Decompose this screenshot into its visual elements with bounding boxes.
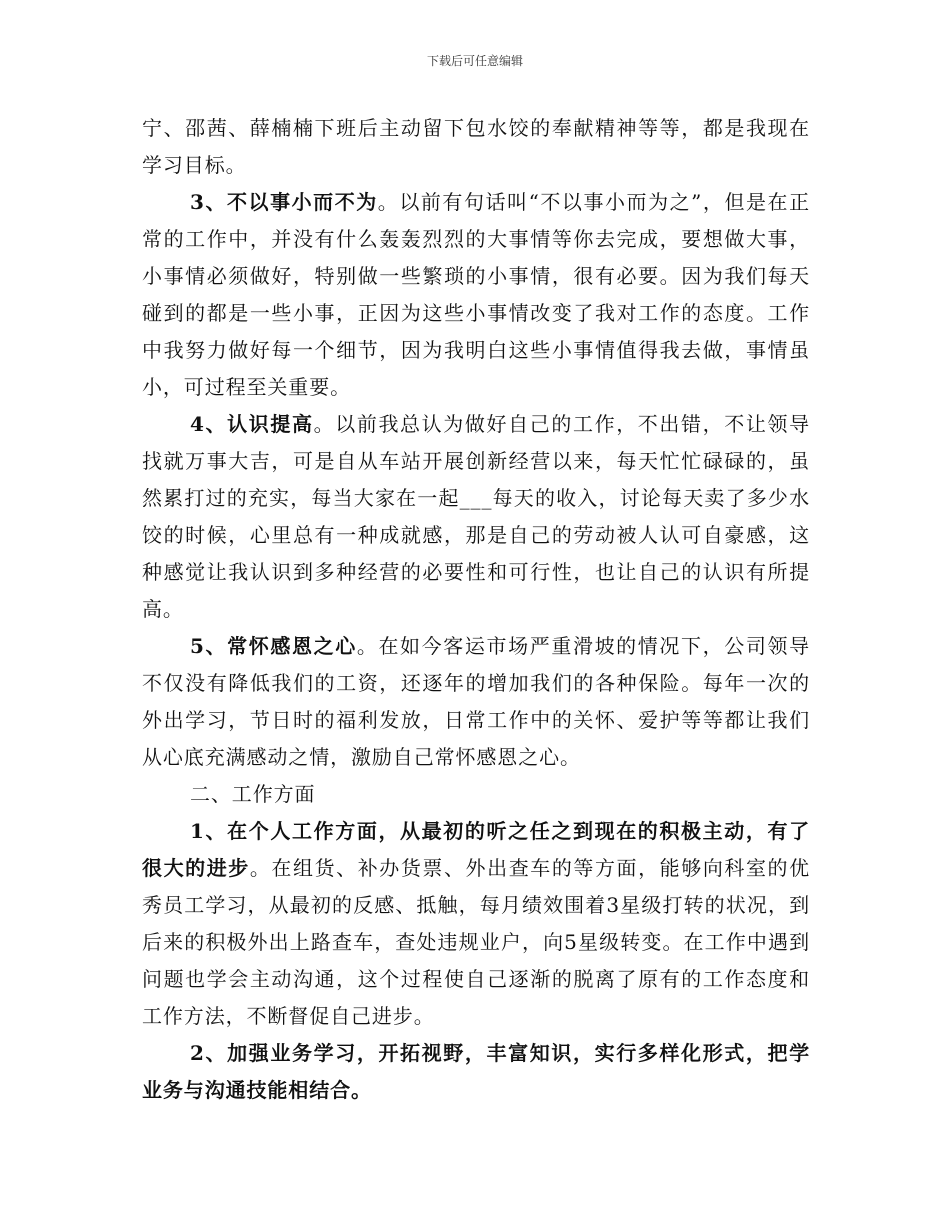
paragraph-5-lead: 1、在个人工作方面，从最初的听之任之到现在的积极主动，有了很大的进步 xyxy=(142,819,810,880)
paragraph-6 xyxy=(142,1035,810,1109)
paragraph-4-text: 。在如今客运市场严重滑坡的情况下，公司领导不仅没有降低我们的工资，还逐年的增加我们的各种保险。每年一次的外出学习，节日时的福利发放，日常工作中的关怀、爱护等等都让我们从心底充满感动之情，激励自己常怀感恩之心。 xyxy=(142,634,810,769)
page-header: 下载后可任意编辑 xyxy=(426,54,523,68)
paragraph-2 xyxy=(142,184,810,406)
section-heading-work xyxy=(142,776,810,813)
paragraph-4 xyxy=(142,628,810,776)
paragraph-5-text: 。在组货、补办货票、外出查车的等方面，能够向科室的优秀员工学习，从最初的反感、抵触，每月绩效围着3星级打转的状况，到后来的积极外出上路查车，查处违规业户，向5星级转变。在工作中遇到问题也学会主动沟通，这个过程使自己逐渐的脱离了原有的工作态度和工作方法，不断督促自己进步。 xyxy=(142,856,811,1028)
document-body xyxy=(142,110,810,1109)
paragraph-5 xyxy=(142,813,810,1035)
paragraph-2-lead: 3、不以事小而不为 xyxy=(190,190,378,214)
paragraph-1 xyxy=(142,110,810,184)
paragraph-3-lead: 4、认识提高 xyxy=(190,412,314,436)
paragraph-3 xyxy=(142,406,810,628)
section-heading-text: 二、工作方面 xyxy=(190,782,316,806)
paragraph-4-lead: 5、常怀感恩之心 xyxy=(190,634,357,658)
paragraph-6-lead: 2、加强业务学习，开拓视野，丰富知识，实行多样化形式，把学业务与沟通技能相结合。 xyxy=(142,1041,810,1102)
paragraph-1-text: 宁、邵茜、薛楠楠下班后主动留下包水饺的奉献精神等等，都是我现在学习目标。 xyxy=(142,116,810,177)
paragraph-3-text: 。以前我总认为做好自己的工作，不出错，不让领导找就万事大吉，可是自从车站开展创新经营以来，每天忙忙碌碌的，虽然累打过的充实，每当大家在一起___每天的收入，讨论每天卖了多少水饺的时候，心里总有一种成就感，那是自己的劳动被人认可自豪感，这种感觉让我认识到多种经营的必要性和可行性，也让自己的认识有所提高。 xyxy=(142,412,810,621)
paragraph-2-text: 。以前有句话叫“不以事小而为之”，但是在正常的工作中，并没有什么轰轰烈烈的大事情等你去完成，要想做大事，小事情必须做好，特别做一些繁琐的小事情，很有必要。因为我们每天碰到的都是一些小事，正因为这些小事情改变了我对工作的态度。工作中我努力做好每一个细节，因为我明白这些小事情值得我去做，事情虽小，可过程至关重要。 xyxy=(142,190,810,399)
